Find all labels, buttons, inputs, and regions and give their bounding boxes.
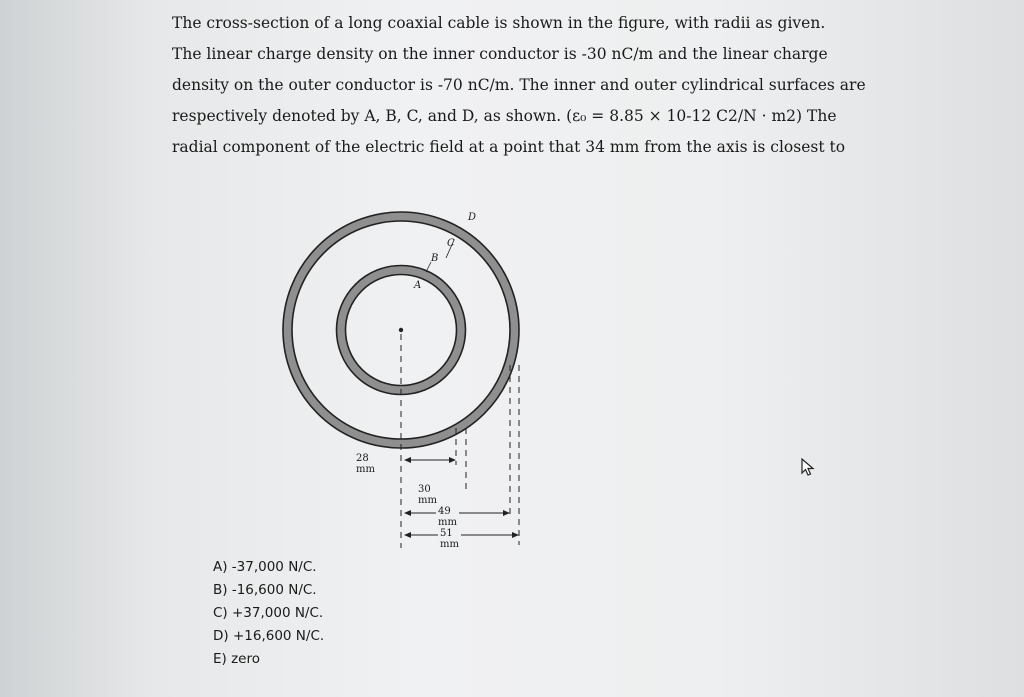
r51-arrowhead-left (404, 532, 411, 538)
surface-label-d: D (468, 212, 477, 223)
dimension-label-r-d: 51 mm (440, 528, 459, 550)
choice-e[interactable]: E) zero (213, 651, 260, 667)
dimension-label-r-b: 30 mm (418, 484, 437, 506)
choice-d[interactable]: D) +16,600 N/C. (213, 628, 325, 644)
axis-point (399, 328, 403, 332)
cross-section-diagram (150, 0, 1010, 560)
r49-arrowhead-right (503, 510, 510, 516)
question-line: respectively denoted by A, B, C, and D, as shown. (ε₀ = 8.85 × 10-12 C2/N · m2) The (172, 107, 837, 125)
choice-a[interactable]: A) -37,000 N/C. (213, 559, 317, 575)
r49-arrowhead-left (404, 510, 411, 516)
surface-label-c: C (447, 238, 455, 249)
r28-arrowhead-right (449, 457, 456, 463)
dimension-label-r-c: 49 mm (438, 506, 457, 528)
question-line: The linear charge density on the inner conductor is -30 nC/m and the linear charge (172, 45, 828, 63)
choice-b[interactable]: B) -16,600 N/C. (213, 582, 317, 598)
r28-arrowhead-left (404, 457, 411, 463)
r51-arrowhead-right (512, 532, 519, 538)
mouse-cursor-icon (800, 458, 816, 478)
document-page (150, 0, 1010, 697)
surface-label-a: A (414, 280, 422, 291)
question-line: The cross-section of a long coaxial cable is shown in the figure, with radii as given. (172, 14, 826, 32)
surface-label-b: B (431, 253, 439, 264)
dimension-label-r-a: 28 mm (356, 453, 375, 475)
choice-c[interactable]: C) +37,000 N/C. (213, 605, 324, 621)
question-line: density on the outer conductor is -70 nC/m. The inner and outer cylindrical surfaces are (172, 76, 866, 94)
question-line: radial component of the electric field at a point that 34 mm from the axis is closest to (172, 138, 846, 156)
answer-choices (213, 556, 324, 671)
